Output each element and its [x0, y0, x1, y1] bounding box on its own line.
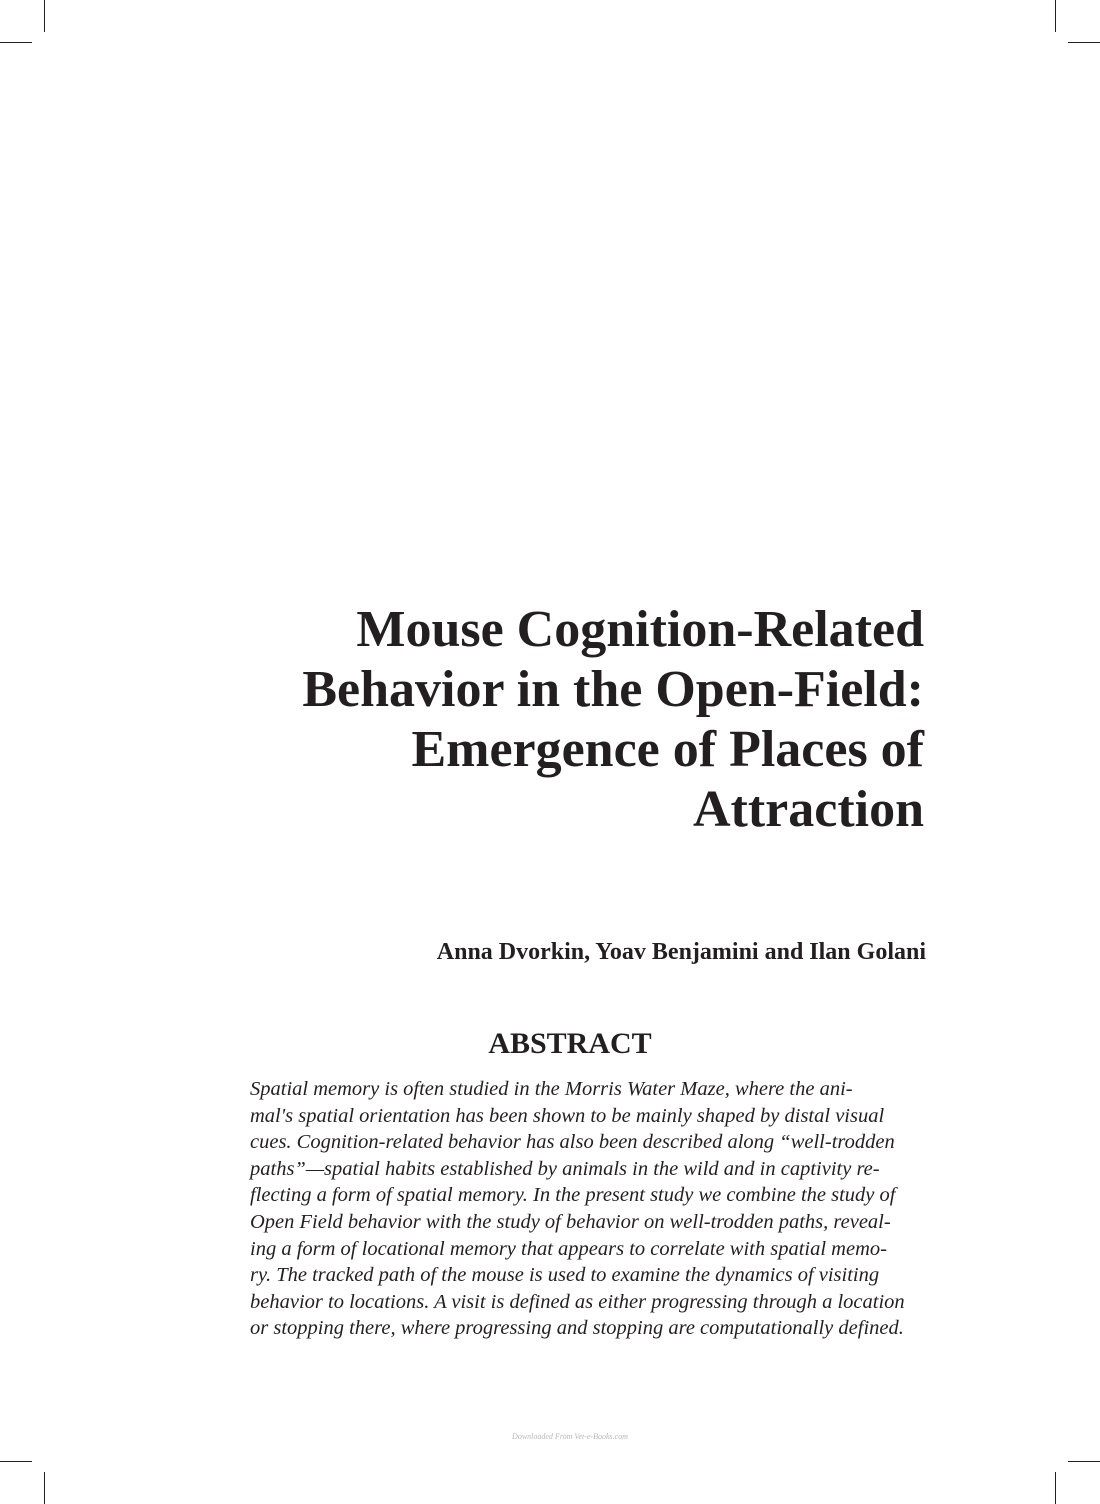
- crop-mark-bottom-right-horizontal: [1068, 1461, 1100, 1462]
- crop-mark-bottom-left-horizontal: [0, 1461, 32, 1462]
- crop-mark-top-right-horizontal: [1068, 42, 1100, 43]
- crop-mark-bottom-left-vertical: [44, 1472, 45, 1504]
- crop-mark-top-left-vertical: [44, 0, 45, 32]
- abstract-line: paths”—spatial habits established by animals in the wild and in captivity re-: [250, 1157, 880, 1180]
- abstract-line: Open Field behavior with the study of behavior on well-trodden paths, reveal-: [250, 1210, 891, 1233]
- download-watermark: Downloaded From Vet-e-Books.com: [512, 1432, 628, 1441]
- abstract-line: ry. The tracked path of the mouse is used to examine the dynamics of visiting: [250, 1264, 880, 1287]
- abstract-line: Spatial memory is often studied in the Morris Water Maze, where the ani-: [250, 1078, 853, 1100]
- chapter-title-line: Attraction: [692, 781, 924, 838]
- abstract-line: ing a form of locational memory that appears to correlate with spatial memo-: [250, 1237, 887, 1260]
- chapter-title-line: Mouse Cognition-Related: [356, 601, 924, 658]
- chapter-title-line: Emergence of Places of: [411, 721, 924, 778]
- chapter-title-line: Behavior in the Open-Field:: [302, 661, 924, 718]
- abstract-heading: ABSTRACT: [488, 1027, 652, 1060]
- abstract-text: [250, 1076, 910, 1342]
- crop-mark-bottom-right-vertical: [1055, 1472, 1056, 1504]
- abstract-line: mal's spatial orientation has been shown to be mainly shaped by distal visual: [250, 1104, 885, 1127]
- chapter-title: [240, 600, 924, 840]
- crop-mark-top-right-vertical: [1055, 0, 1056, 32]
- abstract-line: behavior to locations. A visit is defined as either progressing through a location: [250, 1290, 905, 1313]
- abstract-line: or stopping there, where progressing and stopping are computationally defined.: [250, 1317, 904, 1340]
- abstract-line: cues. Cognition-related behavior has also been described along “well-trodden: [250, 1131, 895, 1154]
- crop-mark-top-left-horizontal: [0, 42, 32, 43]
- abstract-line: flecting a form of spatial memory. In the present study we combine the study of: [250, 1184, 896, 1207]
- author-list: Anna Dvorkin, Yoav Benjamini and Ilan Golani: [436, 939, 926, 965]
